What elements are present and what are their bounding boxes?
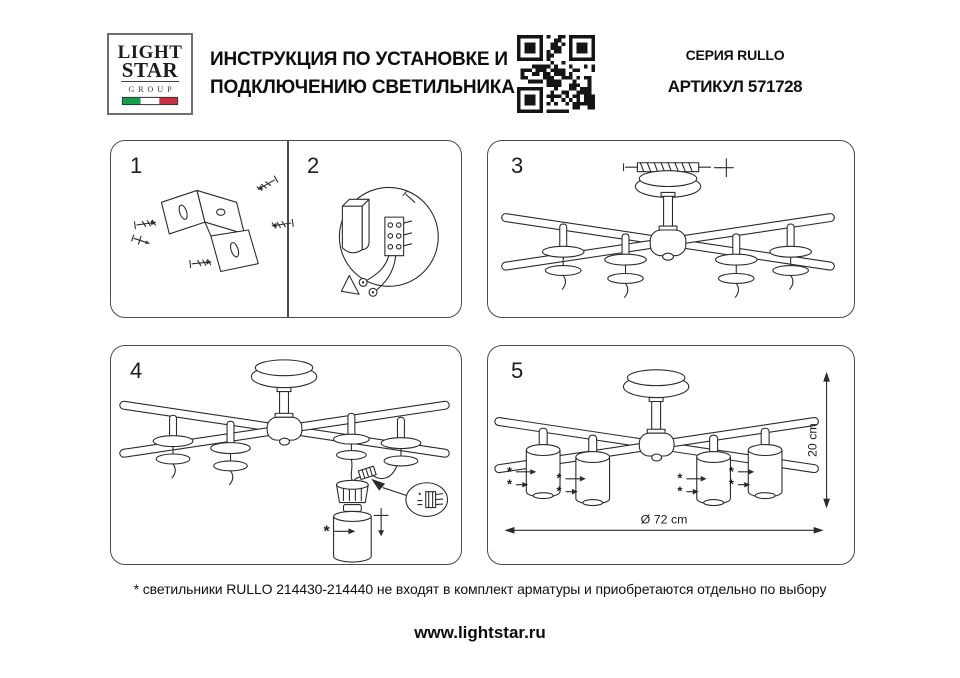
step-5-number: 5 xyxy=(511,358,524,383)
svg-text:*: * xyxy=(677,483,683,499)
series-block xyxy=(640,47,830,97)
lamp-wire xyxy=(351,459,352,480)
logo-word-light: LIGHT xyxy=(117,41,183,63)
step-2-number: 2 xyxy=(307,153,320,178)
step-4-number: 4 xyxy=(130,358,143,383)
logo-word-star: STAR xyxy=(121,57,179,82)
svg-text:Ø 72 cm: Ø 72 cm xyxy=(640,512,688,527)
wire-connector xyxy=(358,466,376,479)
diameter-dimension xyxy=(505,512,824,533)
shade xyxy=(576,435,610,505)
lightstar-logo xyxy=(107,33,193,115)
svg-text:*: * xyxy=(506,463,512,479)
pointer-line xyxy=(383,488,407,496)
step5-final-assembly-drawing xyxy=(488,346,854,564)
shade xyxy=(697,435,731,505)
lamp-holder-drop xyxy=(715,234,757,297)
article-label: АРТИКУЛ 571728 xyxy=(667,77,803,96)
lamp-wire xyxy=(373,466,397,479)
title-line-2: ПОДКЛЮЧЕНИЮ СВЕТИЛЬНИКА xyxy=(210,77,515,98)
panel-steps-1-2 xyxy=(110,140,462,318)
svg-text:*: * xyxy=(556,470,562,486)
step3-frame-drawing xyxy=(488,141,854,317)
svg-text:*: * xyxy=(418,492,422,500)
screw-symbol xyxy=(715,159,734,177)
connector-detail-circle xyxy=(406,483,448,517)
pointer-arrow xyxy=(371,479,385,491)
stem xyxy=(659,192,677,230)
step2-wiring-drawing xyxy=(111,141,461,317)
shade-cylinder xyxy=(334,511,372,562)
svg-text:*: * xyxy=(728,476,734,492)
step-3-number: 3 xyxy=(511,153,524,178)
svg-text:20 cm: 20 cm xyxy=(805,423,820,457)
italian-flag-icon xyxy=(122,97,178,105)
step-1-number: 1 xyxy=(130,153,143,178)
panel-step-3 xyxy=(487,140,855,318)
svg-text:*: * xyxy=(677,470,683,486)
junction-cover xyxy=(342,199,369,252)
height-dimension xyxy=(806,372,830,509)
panel-step-5 xyxy=(487,345,855,565)
website-url: www.lightstar.ru xyxy=(414,623,546,642)
qr-code xyxy=(517,35,595,113)
footnote: * светильники RULLO 214430-214440 не входят в комплект арматуры и приобретаются отдельно по выбору xyxy=(133,581,827,597)
title-line-1: ИНСТРУКЦИЯ ПО УСТАНОВКЕ И xyxy=(210,49,508,70)
stem xyxy=(275,388,293,418)
lamp-socket xyxy=(337,480,369,511)
svg-text:*: * xyxy=(323,523,330,541)
stem xyxy=(647,398,665,434)
screw-symbol xyxy=(374,509,388,537)
central-hub xyxy=(650,230,686,260)
panel-step-4 xyxy=(110,345,462,565)
svg-text:*: * xyxy=(506,476,512,492)
central-hub xyxy=(267,417,302,445)
svg-text:*: * xyxy=(728,463,734,479)
ceiling-canopy xyxy=(623,370,688,398)
shade xyxy=(748,428,782,498)
series-label: СЕРИЯ RULLO xyxy=(685,47,785,63)
ceiling-canopy xyxy=(251,360,316,388)
shade xyxy=(526,428,560,498)
svg-text:*: * xyxy=(556,483,562,499)
central-hub xyxy=(639,433,674,461)
step4-shade-install-drawing xyxy=(111,346,461,564)
page-title xyxy=(210,46,540,102)
logo-word-group: GROUP xyxy=(128,84,176,94)
